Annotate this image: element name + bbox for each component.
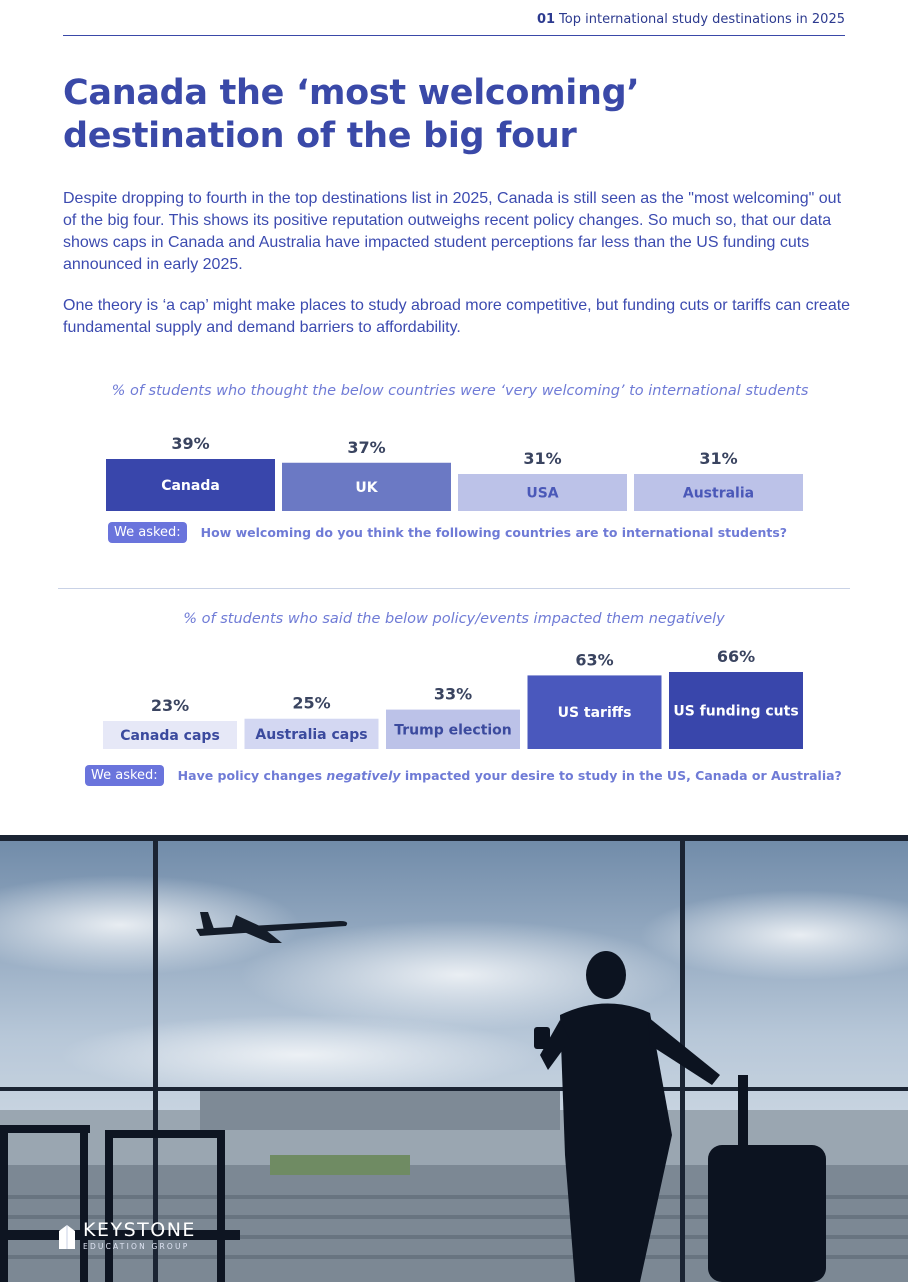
theory-paragraph: One theory is ‘a cap’ might make places to study abroad more competitive, but funding cuts or tariffs can create fundamental supply and demand barriers to affordability. xyxy=(63,297,851,336)
value-label-us-tariffs: 63% xyxy=(575,650,614,670)
impact-question-emphasis: negatively xyxy=(326,768,401,783)
impact-bar-chart xyxy=(0,638,908,758)
section-divider xyxy=(58,588,850,589)
welcoming-chart-title: % of students who thought the below countries were ‘very welcoming’ to international students xyxy=(111,383,809,399)
section-number: 01 xyxy=(536,12,556,27)
value-label-canada: 39% xyxy=(171,434,210,453)
logo-name: KEYSTONE xyxy=(83,1219,196,1241)
category-label-usa: USA xyxy=(526,485,559,502)
airport-photo xyxy=(0,835,908,1282)
value-label-trump-election: 33% xyxy=(433,684,473,704)
we-asked-badge: We asked: xyxy=(85,765,164,786)
category-label-us-funding-cuts: US funding cuts xyxy=(673,703,799,720)
logo-subtitle: EDUCATION GROUP xyxy=(83,1242,190,1251)
welcoming-question: How welcoming do you think the following countries are to international students? xyxy=(200,525,788,540)
impact-question xyxy=(178,768,842,783)
impact-chart-title: % of students who said the below policy/events impacted them negatively xyxy=(183,611,725,627)
impact-question-row xyxy=(85,765,842,786)
terminal-building xyxy=(200,1090,560,1130)
value-label-australia-caps: 25% xyxy=(292,693,331,713)
value-label-us-funding-cuts: 66% xyxy=(716,647,756,666)
welcoming-bar-chart xyxy=(0,420,908,520)
keystone-mark-icon xyxy=(57,1221,77,1251)
category-label-uk: UK xyxy=(355,479,378,496)
we-asked-badge: We asked: xyxy=(108,522,187,543)
category-label-trump-election: Trump election xyxy=(394,722,512,739)
category-label-canada-caps: Canada caps xyxy=(120,728,220,744)
page-title: Canada the ‘most welcoming’ destination of the big four xyxy=(63,73,640,156)
cloud-shape xyxy=(60,1015,540,1095)
airport-scene-illustration xyxy=(0,835,908,1282)
welcoming-question-row xyxy=(108,522,787,543)
value-label-uk: 37% xyxy=(347,437,386,457)
value-label-australia: 31% xyxy=(699,449,738,468)
value-label-canada-caps: 23% xyxy=(150,696,190,715)
header-bar xyxy=(63,10,845,36)
impact-question-end: impacted your desire to study in the US, Canada or Australia? xyxy=(400,768,842,783)
page-corner-tab xyxy=(0,800,908,835)
category-label-australia-caps: Australia caps xyxy=(255,726,368,743)
category-label-australia: Australia xyxy=(682,485,755,502)
value-label-usa: 31% xyxy=(523,449,562,468)
intro-paragraph: Despite dropping to fourth in the top destinations list in 2025, Canada is still seen as the "most welcoming" out of the big four. This shows its positive reputation outweighs recent policy changes. So much so, that our data shows caps in Canada and Australia have impacted student perceptions far less than the US funding cuts announced in early 2025. xyxy=(63,190,842,273)
keystone-logo xyxy=(57,1220,196,1251)
category-label-us-tariffs: US tariffs xyxy=(557,705,632,722)
section-title: Top international study destinations in 2025 xyxy=(559,12,845,27)
header-section xyxy=(537,12,845,27)
impact-question-start: Have policy changes xyxy=(177,768,327,783)
category-label-canada: Canada xyxy=(161,478,220,494)
